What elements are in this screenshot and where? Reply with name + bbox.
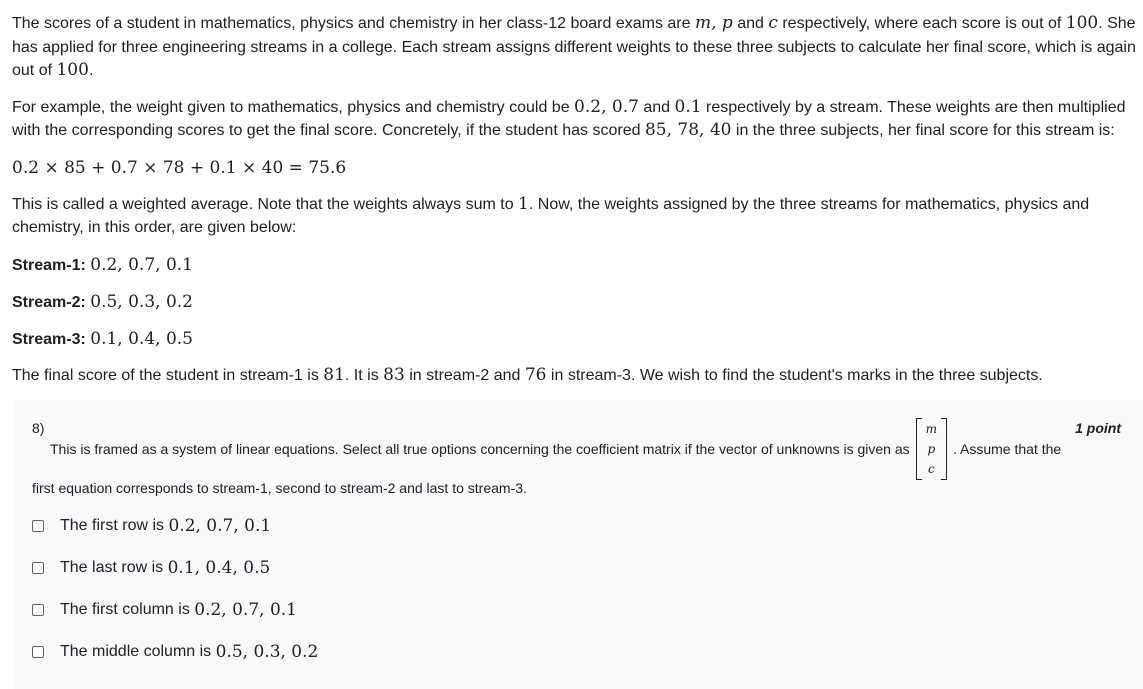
option-label: The middle column is: [60, 643, 212, 660]
math-number: 76: [524, 364, 547, 385]
option-last-row[interactable]: [32, 558, 270, 578]
math-number: 83: [383, 364, 405, 385]
intro-paragraph-3: [12, 193, 1140, 240]
text-segment: The final score of the student in stream-1 is: [12, 366, 324, 384]
text-segment: in the three subjects, her final score for this stream is:: [731, 122, 1115, 139]
intro-paragraph-4: [12, 364, 1140, 388]
stream-2-weights: [12, 290, 1140, 315]
stream-label: Stream-2:: [12, 293, 86, 311]
stream-weights: 0.5, 0.3, 0.2: [90, 291, 193, 312]
text-segment: For example, the weight given to mathematics, physics and chemistry could be: [12, 98, 575, 116]
stream-label: Stream-3:: [12, 330, 86, 348]
problem-statement: [12, 12, 1140, 400]
text-segment: . She has applied for three engineering streams in a college. Each stream assigns different weights to these three subjects to calculate her final score, which is again out of: [12, 15, 1136, 79]
checkbox[interactable]: [32, 562, 44, 574]
question-card: [14, 400, 1143, 689]
text-segment: respectively by a stream. These weights are then multiplied with the corresponding scores to get the final score. Concretely, if the student has scored: [12, 98, 1126, 139]
option-value: 0.1, 0.4, 0.5: [167, 558, 271, 578]
intro-paragraph-2: [12, 96, 1140, 143]
vector-entry-p: p: [927, 442, 936, 456]
math-weight: 0.1: [674, 96, 702, 117]
option-value: 0.2, 0.7, 0.1: [194, 600, 297, 620]
math-number: 81: [323, 364, 345, 385]
text-segment: respectively, where each score is out of: [777, 15, 1066, 32]
math-number: 100: [56, 60, 89, 80]
question-text-line-2: first equation corresponds to stream-1, second to stream-2 and last to stream-3.: [32, 480, 527, 496]
text-segment: and: [638, 98, 675, 116]
checkbox[interactable]: [32, 646, 44, 658]
example-equation: 0.2 × 85 + 0.7 × 78 + 0.1 × 40 = 75.6: [12, 157, 347, 178]
option-middle-column[interactable]: [32, 642, 318, 662]
stream-weights: 0.1, 0.4, 0.5: [90, 328, 193, 349]
text-segment: The scores of a student in mathematics, physics and chemistry in her class-12 board exams are: [12, 15, 695, 32]
text-segment: .: [88, 62, 94, 79]
math-vars: m, p: [694, 13, 733, 33]
stream-3-weights: [12, 327, 1140, 352]
checkbox[interactable]: [32, 520, 44, 532]
text-segment: in stream-3. We wish to find the student's marks in the three subjects.: [546, 366, 1043, 384]
math-number: 100: [1065, 13, 1099, 33]
text-segment: . Now, the weights assigned by the three streams for mathematics, physics and chemistry, in this order, are given below:: [12, 195, 1090, 236]
text-segment: . It is: [344, 366, 384, 384]
option-label: The first column is: [60, 601, 190, 618]
checkbox[interactable]: [32, 604, 44, 616]
question-text: [50, 418, 1070, 480]
math-var-c: c: [768, 13, 778, 33]
option-label: The first row is: [60, 517, 165, 534]
question-text-after: . Assume that the: [953, 441, 1062, 457]
math-weights: 0.2, 0.7: [574, 96, 639, 117]
option-value: 0.2, 0.7, 0.1: [168, 516, 272, 536]
math-number: 1: [518, 193, 529, 214]
option-first-row[interactable]: [32, 516, 271, 536]
text-segment: This is called a weighted average. Note that the weights always sum to: [12, 195, 519, 213]
vector-entries: [922, 418, 941, 480]
unknowns-vector: [916, 418, 947, 480]
option-label: The last row is: [60, 559, 164, 576]
question-points: 1 point: [1075, 420, 1121, 436]
stream-label: Stream-1:: [12, 256, 86, 274]
vector-entry-m: m: [925, 422, 938, 436]
question-number: 8): [32, 420, 45, 436]
option-first-column[interactable]: [32, 600, 297, 620]
stream-weights: 0.2, 0.7, 0.1: [90, 254, 193, 275]
text-segment: and: [732, 15, 769, 32]
vector-entry-c: c: [927, 462, 935, 476]
intro-paragraph-1: [12, 12, 1140, 83]
option-value: 0.5, 0.3, 0.2: [215, 642, 319, 662]
question-text-before: This is framed as a system of linear equations. Select all true options concerning the coefficient matrix if the vector of unknowns is given as: [50, 441, 910, 457]
text-segment: in stream-2 and: [404, 366, 525, 384]
right-bracket: [941, 418, 947, 480]
math-scores: 85, 78, 40: [644, 120, 732, 140]
stream-1-weights: [12, 253, 1140, 278]
